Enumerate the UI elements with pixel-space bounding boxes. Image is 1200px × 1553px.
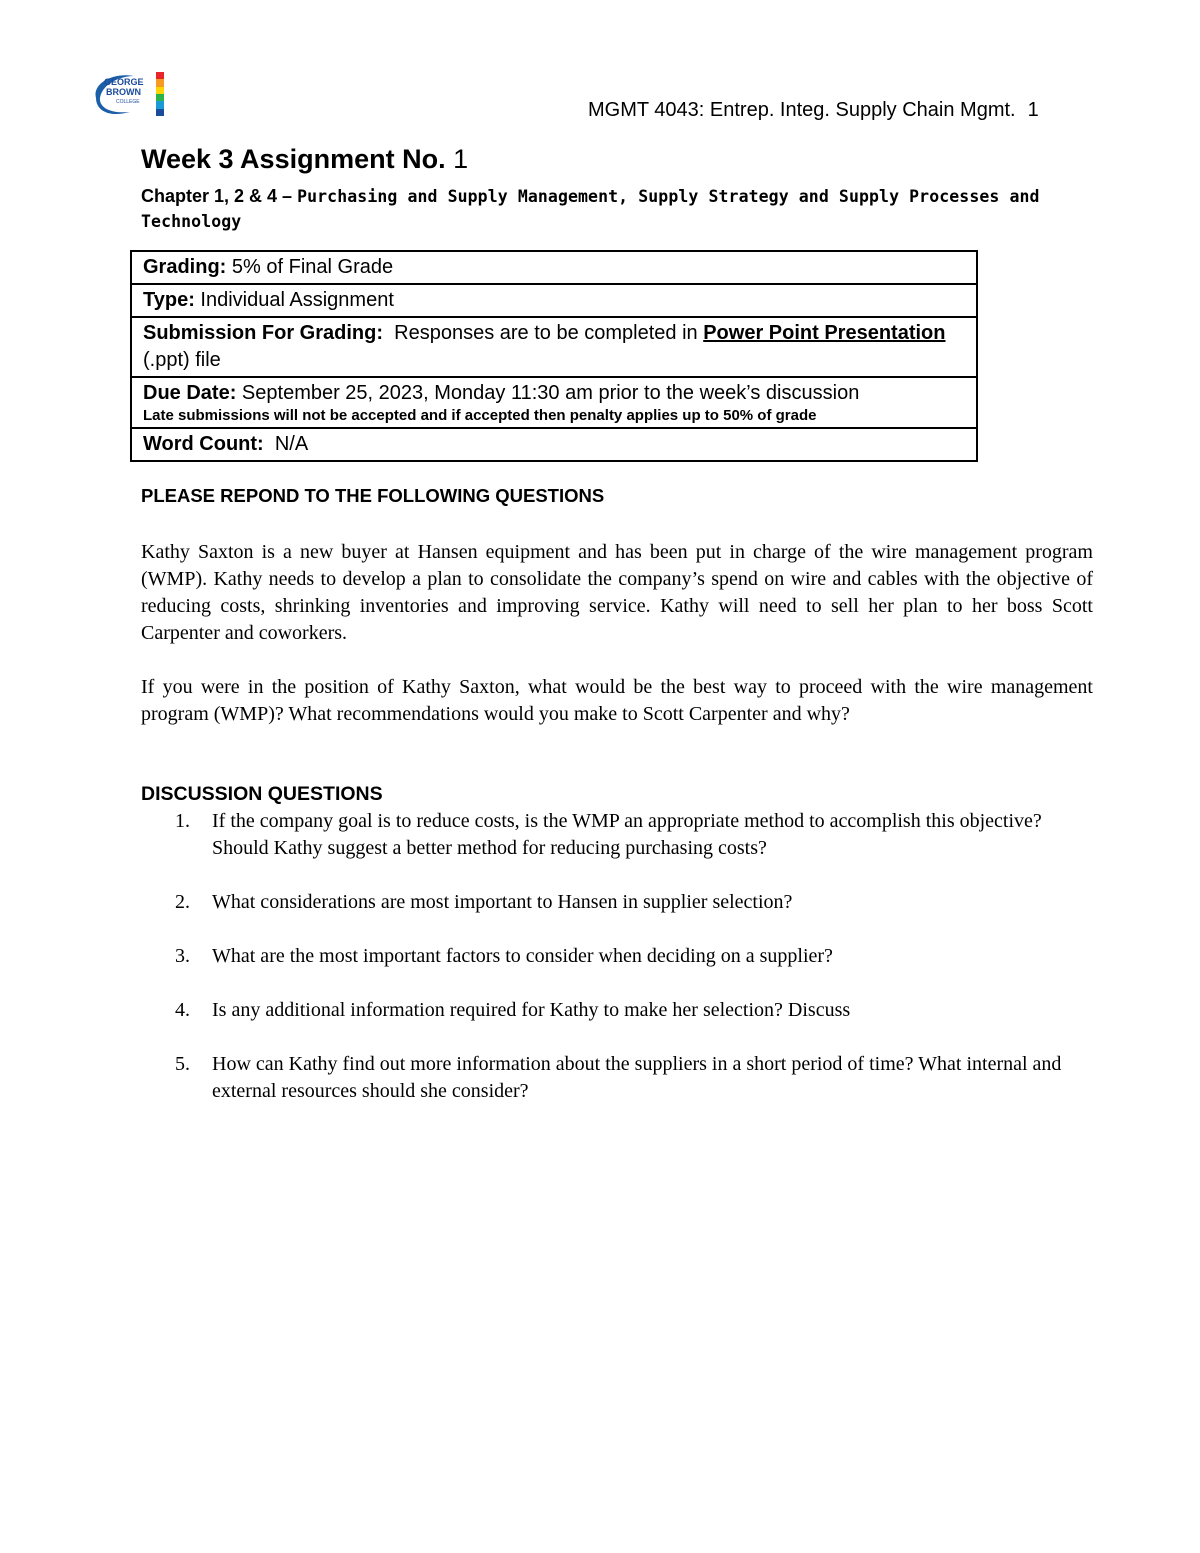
list-item xyxy=(141,943,1101,970)
logo-lockup-icon xyxy=(90,70,154,118)
type-row xyxy=(131,284,977,317)
logo-bar xyxy=(156,94,164,101)
submission-label: Submission For Grading: xyxy=(143,322,384,344)
assignment-title xyxy=(141,144,468,175)
type-label: Type: xyxy=(143,289,195,311)
page-header xyxy=(588,99,1039,122)
due-value: September 25, 2023, Monday 11:30 am prior to the week’s discussion xyxy=(241,382,860,404)
assignment-info-table xyxy=(130,250,978,462)
question-text: If the company goal is to reduce costs, is the WMP an appropriate method to accomplish this objective? Should Kathy suggest a better method for reducing purchasing costs? xyxy=(212,810,1042,859)
prompt-paragraph: If you were in the position of Kathy Saxton, what would be the best way to proceed with the wire management program (WMP)? What recommendations would you make to Scott Carpenter and why? xyxy=(141,676,1093,725)
word-count-value: N/A xyxy=(274,433,309,455)
logo-line2: BROWN xyxy=(106,87,141,97)
logo-bar xyxy=(156,109,164,116)
chapter-topics: Purchasing and Supply Management, Supply Strategy and Supply Processes and Technology xyxy=(141,187,1040,231)
scenario-paragraph: Kathy Saxton is a new buyer at Hansen equipment and has been put in charge of the wire management program (WMP). Kathy needs to develop a plan to consolidate the company’s spend on wire and cables with the objective of reducing costs, shrinking inventories and improving service. Kathy will need to sell her plan to her boss Scott Carpenter and coworkers. xyxy=(141,541,1093,644)
list-item xyxy=(141,808,1101,862)
question-number: 2. xyxy=(175,891,190,913)
list-item xyxy=(141,997,1101,1024)
grading-row xyxy=(131,251,977,284)
section-heading: PLEASE REPOND TO THE FOLLOWING QUESTIONS xyxy=(141,485,605,506)
title-number: 1 xyxy=(453,144,469,174)
course-title: MGMT 4043: Entrep. Integ. Supply Chain Mgmt. xyxy=(588,99,1016,121)
type-value: Individual Assignment xyxy=(200,289,394,311)
due-label: Due Date: xyxy=(143,382,237,404)
college-logo xyxy=(90,70,166,118)
submission-text: Responses are to be completed in xyxy=(394,322,698,344)
submission-suffix: (.ppt) file xyxy=(143,349,221,371)
page-number: 1 xyxy=(1027,99,1039,121)
question-number: 5. xyxy=(175,1053,190,1075)
title-text: Week 3 Assignment No. xyxy=(141,144,446,174)
question-text: What considerations are most important to Hansen in supplier selection? xyxy=(212,891,793,913)
discussion-heading: DISCUSSION QUESTIONS xyxy=(141,783,383,805)
list-item xyxy=(141,889,1101,916)
word-count-row xyxy=(131,428,977,461)
logo-bar xyxy=(156,87,164,94)
question-number: 3. xyxy=(175,945,190,967)
due-date-row xyxy=(131,377,977,428)
submission-row xyxy=(131,317,977,377)
submission-format: Power Point Presentation xyxy=(703,322,946,344)
list-item xyxy=(141,1051,1101,1105)
logo-bar xyxy=(156,101,164,108)
question-text: How can Kathy find out more information about the suppliers in a short period of time? What internal and external resources should she consider? xyxy=(212,1053,1062,1102)
grading-label: Grading: xyxy=(143,256,227,278)
question-number: 4. xyxy=(175,999,190,1021)
logo-bar xyxy=(156,72,164,79)
late-submission-note: Late submissions will not be accepted and if accepted then penalty applies up to 50% of grade xyxy=(143,407,817,424)
logo-color-bars xyxy=(156,72,164,116)
chapter-list: Chapter 1, 2 & 4 – xyxy=(141,186,293,206)
question-text: What are the most important factors to consider when deciding on a supplier? xyxy=(212,945,833,967)
logo-line3: COLLEGE xyxy=(116,99,140,105)
question-text: Is any additional information required for Kathy to make her selection? Discuss xyxy=(212,999,851,1021)
logo-bar xyxy=(156,79,164,86)
word-count-label: Word Count: xyxy=(143,433,264,455)
question-number: 1. xyxy=(175,810,190,832)
grading-value: 5% of Final Grade xyxy=(231,256,394,278)
discussion-question-list xyxy=(141,808,1101,1132)
logo-line1: GEORGE xyxy=(104,77,144,87)
chapter-subtitle xyxy=(141,184,1101,234)
